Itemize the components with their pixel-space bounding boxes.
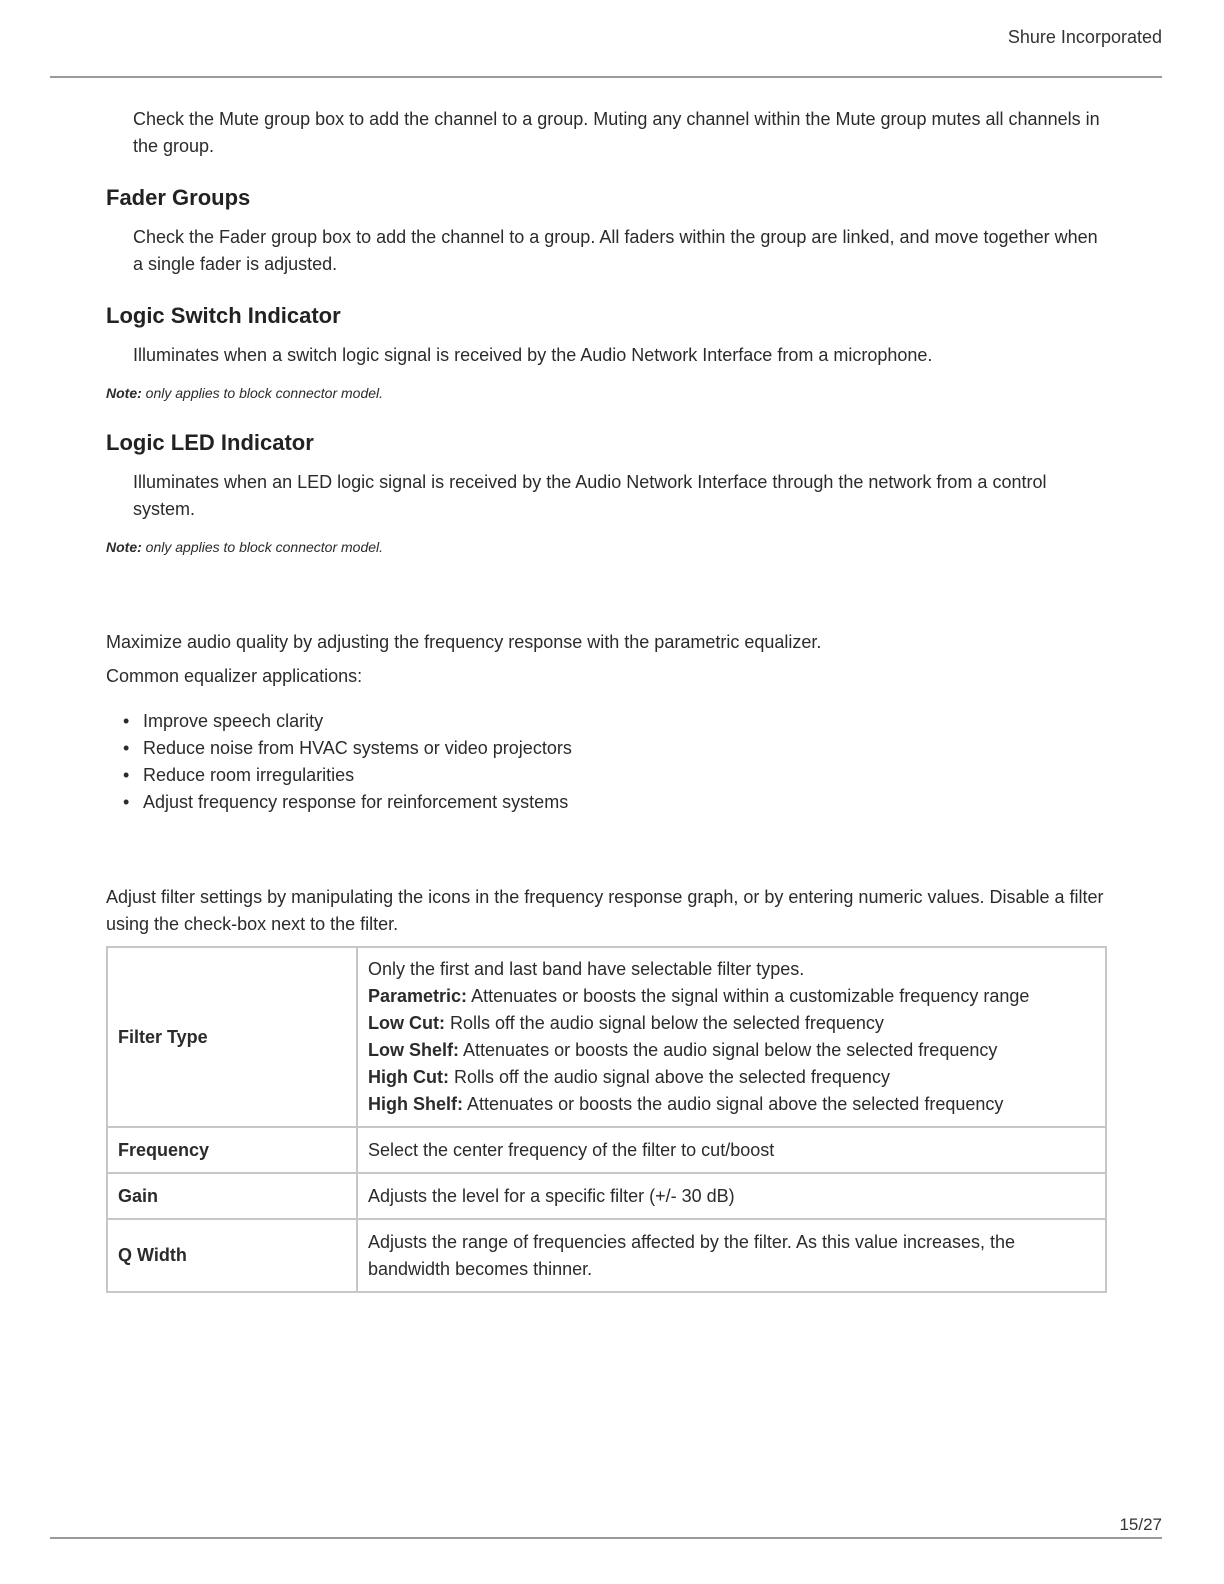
- list-item: • Improve speech clarity: [106, 708, 1106, 735]
- filter-settings-intro: Adjust filter settings by manipulating the icons in the frequency response graph, or by entering numeric values. Disable a filter using the check-box next to the filter.: [106, 887, 1104, 934]
- note-text: only applies to block connector model.: [141, 385, 384, 401]
- header-divider: [50, 76, 1162, 78]
- logic-led-note: [106, 537, 1106, 557]
- equalizer-applications-list: [106, 708, 1106, 816]
- fader-groups-description: Check the Fader group box to add the channel to a group. All faders within the group are linked, and move together when a single fader is adjusted.: [133, 227, 1098, 274]
- note-label: Note:: [106, 385, 142, 401]
- filter-type-parametric: Parametric: Attenuates or boosts the signal within a customizable frequency range: [368, 986, 1030, 1006]
- mute-group-description: Check the Mute group box to add the channel to a group. Muting any channel within the Mute group mutes all channels in the group.: [133, 109, 1100, 156]
- filter-type-high-shelf: High Shelf: Attenuates or boosts the audio signal above the selected frequency: [368, 1094, 1004, 1114]
- logic-led-heading: Logic LED Indicator: [106, 430, 314, 455]
- bullet-icon: •: [123, 711, 130, 731]
- filter-settings-table: [106, 946, 1107, 1293]
- filter-type-low-cut: Low Cut: Rolls off the audio signal below the selected frequency: [368, 1013, 884, 1033]
- frequency-label: Frequency: [107, 1127, 357, 1173]
- gain-label: Gain: [107, 1173, 357, 1219]
- fader-groups-heading: Fader Groups: [106, 185, 251, 210]
- filter-type-description: [357, 947, 1106, 1127]
- table-row: [107, 1173, 1106, 1219]
- list-item: • Adjust frequency response for reinforcement systems: [106, 789, 1106, 816]
- bullet-icon: •: [123, 792, 130, 812]
- note-label: Note:: [106, 539, 142, 555]
- header-company-name: Shure Incorporated: [1007, 27, 1162, 47]
- logic-switch-heading: Logic Switch Indicator: [106, 303, 341, 328]
- equalizer-applications-label: Common equalizer applications:: [106, 666, 363, 686]
- page-number: 15/27: [1119, 1515, 1162, 1534]
- q-width-label: Q Width: [107, 1219, 357, 1292]
- page-content: [106, 106, 1106, 1293]
- list-item: • Reduce noise from HVAC systems or video projectors: [106, 735, 1106, 762]
- note-text: only applies to block connector model.: [141, 539, 384, 555]
- table-row: [107, 1219, 1106, 1292]
- filter-type-high-cut: High Cut: Rolls off the audio signal above the selected frequency: [368, 1067, 890, 1087]
- frequency-description: Select the center frequency of the filter to cut/boost: [357, 1127, 1106, 1173]
- filter-type-first-line: Only the first and last band have selectable filter types.: [368, 959, 805, 979]
- bullet-icon: •: [123, 765, 130, 785]
- table-row: [107, 947, 1106, 1127]
- filter-type-low-shelf: Low Shelf: Attenuates or boosts the audio signal below the selected frequency: [368, 1040, 998, 1060]
- table-row: [107, 1127, 1106, 1173]
- list-item: • Reduce room irregularities: [106, 762, 1106, 789]
- bullet-icon: •: [123, 738, 130, 758]
- gain-description: Adjusts the level for a specific filter (+/- 30 dB): [357, 1173, 1106, 1219]
- footer-divider: [50, 1537, 1162, 1539]
- filter-type-label: Filter Type: [107, 947, 357, 1127]
- logic-switch-note: [106, 383, 1106, 403]
- equalizer-intro: Maximize audio quality by adjusting the frequency response with the parametric equalizer.: [106, 632, 822, 652]
- q-width-description: Adjusts the range of frequencies affected by the filter. As this value increases, the bandwidth becomes thinner.: [357, 1219, 1106, 1292]
- logic-led-description: Illuminates when an LED logic signal is received by the Audio Network Interface through the network from a control system.: [133, 472, 1047, 519]
- logic-switch-description: Illuminates when a switch logic signal is received by the Audio Network Interface from a microphone.: [133, 345, 933, 365]
